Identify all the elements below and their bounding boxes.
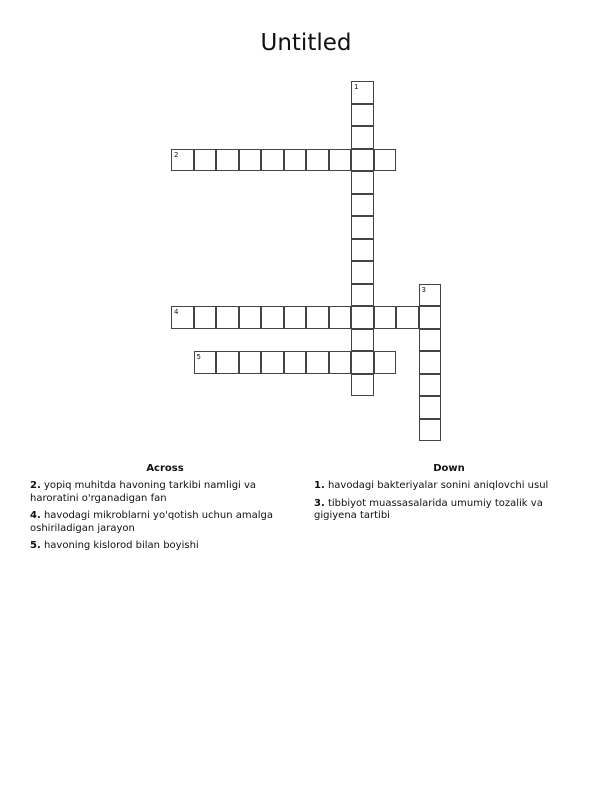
cell-4-across[interactable] <box>194 306 217 329</box>
clue-down-1 <box>314 480 584 493</box>
cell-1-down[interactable] <box>351 216 374 239</box>
clue-number: 5. <box>30 540 41 551</box>
clue-text: havodagi mikroblarni yo'qotish uchun amalga oshiriladigan jarayon <box>30 510 273 534</box>
cell-4-across[interactable] <box>284 306 307 329</box>
clue-text: havoning kislorod bilan boyishi <box>43 540 199 551</box>
clue-number-label: 4 <box>174 308 179 316</box>
clue-text: havodagi bakteriyalar sonini aniqlovchi usul <box>327 480 549 491</box>
cell-1-down[interactable] <box>351 374 374 397</box>
cell-3-down[interactable] <box>419 374 442 397</box>
cell-4-across[interactable] <box>396 306 419 329</box>
cell-2-across[interactable] <box>284 149 307 172</box>
across-clues <box>30 463 300 558</box>
cell-5-across[interactable] <box>216 351 239 374</box>
cell-2-across[interactable] <box>329 149 352 172</box>
cell-2-across[interactable] <box>351 149 374 172</box>
down-clues <box>314 463 584 528</box>
clue-number: 4. <box>30 510 41 521</box>
cell-2-across[interactable] <box>239 149 262 172</box>
cell-1-down[interactable] <box>351 194 374 217</box>
cell-1-down[interactable] <box>351 239 374 262</box>
cell-1-down[interactable] <box>351 261 374 284</box>
cell-1-down[interactable] <box>351 284 374 307</box>
cell-1-down[interactable] <box>351 104 374 127</box>
cell-4-across[interactable] <box>329 306 352 329</box>
cell-4-across[interactable] <box>374 306 397 329</box>
clue-across-4 <box>30 510 300 535</box>
cell-3-down[interactable] <box>419 351 442 374</box>
cell-1-down[interactable] <box>351 171 374 194</box>
cell-5-across[interactable] <box>329 351 352 374</box>
cell-4-across[interactable] <box>216 306 239 329</box>
page-title: Untitled <box>260 30 352 56</box>
cell-4-across[interactable] <box>351 306 374 329</box>
cell-5-across[interactable] <box>239 351 262 374</box>
down-heading: Down <box>433 463 465 474</box>
clue-number-label: 2 <box>174 150 179 159</box>
cell-1-down[interactable] <box>351 329 374 352</box>
cell-5-across[interactable] <box>351 351 374 374</box>
clue-number-label: 5 <box>196 353 201 361</box>
clue-text: yopiq muhitda havoning tarkibi namligi va haroratini o'rganadigan fan <box>30 480 257 504</box>
clue-across-2 <box>30 480 300 505</box>
clue-number: 2. <box>30 480 41 491</box>
clue-down-3 <box>314 498 584 523</box>
cell-1-down[interactable] <box>351 126 374 149</box>
clue-text: tibbiyot muassasalarida umumiy tozalik va gigiyena tartibi <box>314 497 543 521</box>
cell-3-down[interactable] <box>419 419 442 442</box>
cell-2-across[interactable] <box>374 149 397 172</box>
cell-3-down[interactable] <box>419 396 442 419</box>
cell-4-across[interactable] <box>239 306 262 329</box>
cell-2-across[interactable] <box>261 149 284 172</box>
cell-4-across[interactable] <box>419 306 442 329</box>
clue-across-5 <box>30 540 300 553</box>
clue-number-label: 3 <box>421 285 426 294</box>
cell-5-across[interactable] <box>306 351 329 374</box>
cell-2-across[interactable] <box>194 149 217 172</box>
cell-5-across[interactable] <box>374 351 397 374</box>
cell-2-across[interactable] <box>306 149 329 172</box>
clue-number: 1. <box>314 480 325 491</box>
cell-4-across[interactable] <box>306 306 329 329</box>
across-heading: Across <box>146 463 184 474</box>
cell-5-across[interactable] <box>261 351 284 374</box>
cell-2-across[interactable] <box>216 149 239 172</box>
clue-number: 3. <box>314 497 325 509</box>
cell-4-across[interactable] <box>261 306 284 329</box>
clue-number-label: 1 <box>354 83 359 91</box>
cell-3-down[interactable] <box>419 329 442 352</box>
cell-5-across[interactable] <box>284 351 307 374</box>
